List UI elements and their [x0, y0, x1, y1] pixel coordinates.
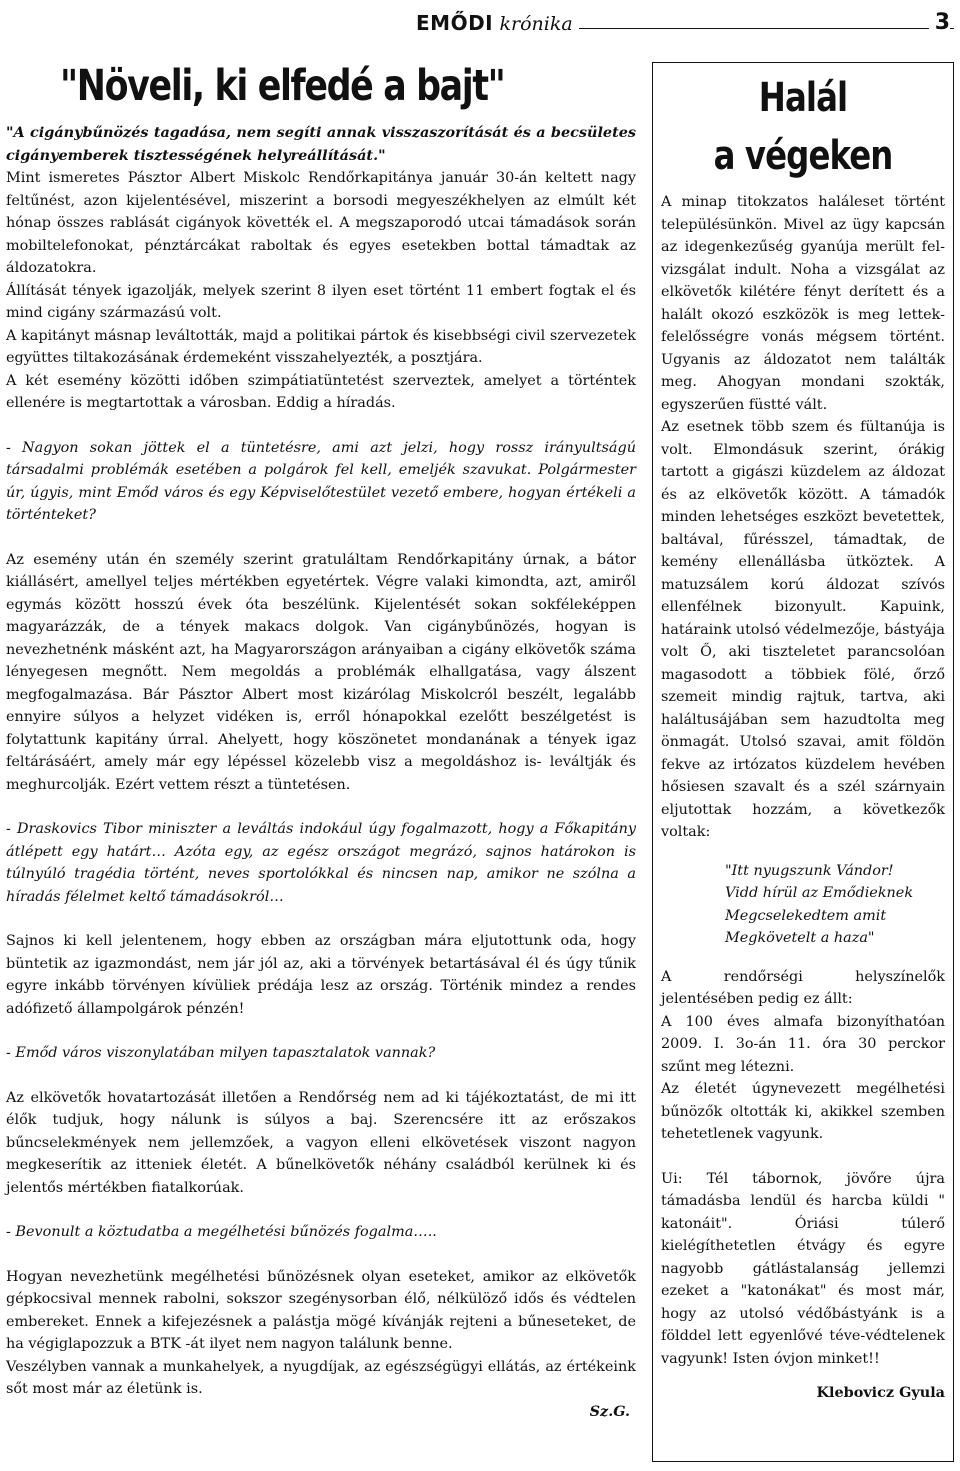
article-title: "Növeli, ki elfedé a bajt": [60, 61, 505, 111]
sidebar-paragraph: Az életét úgynevezett megélhetési bűnözők oltották ki, akikkel szemben tehetetlenek vagyunk.: [661, 1081, 945, 1142]
article-paragraph: Állítását tények igazolják, melyek szerint 8 ilyen eset történt 11 embert fogtak el és mind cigány származású volt.: [6, 282, 636, 321]
interview-answer: Veszélyben vannak a munkahelyek, a nyugdíjak, az egészségügyi ellátás, az értékeink sőt most már az életünk is.: [6, 1358, 636, 1397]
interview-question: - Emőd város viszonylatában milyen tapasztalatok vannak?: [6, 1045, 436, 1061]
sidebar-poem: [725, 860, 945, 950]
interview-answer: Sajnos ki kell jelentenem, hogy ebben az országban mára eljutottunk oda, hogy büntetik az igazmondást, nem jár jól az, aki a törvények betartásával él és úgy tűnik egyre inkább törvényen kívüliek prédája lesz az ország. Történik mindez a rendes adófizető állampolgárok pénzén!: [6, 933, 636, 1017]
sidebar-title-line2: a végeken: [713, 133, 893, 179]
masthead: [416, 12, 579, 35]
sidebar-paragraph: A rendőrségi helyszínelők jelentésében pedig ez állt:: [661, 968, 945, 1007]
interview-answer: Az esemény után én személy szerint gratuláltam Rendőrkapitány úrnak, a bátor kiállásért, amellyel teljes mértékben egyetértek. Végre valaki kimondta, azt, amiről egymás között hosszú évek óta beszélünk. Kijelentését sokan sokféleképpen magyarázzák, de a tények makacs dolgok. Van cigánybűnözés, hogyan is nevezhetnénk másként azt, ha Magyarországon arányaiban a cigány elkövetők száma lényegesen megnőtt. Nem megoldás a problémák elhallgatása, vagy álszent megfogalmazása. Bár Pásztor Albert most kizárólag Miskolcról beszélt, legalább ennyire súlyos a helyzet vidéken is, erről hónapokkal ezelőtt beszélgetést is folytattunk kapitány úrral. Ahelyett, hogy köszönetet mondanának a tények igaz feltárásáért, amely már egy lépéssel közelebb visz a megoldáshoz is- leváltják és meghurcolják. Ezért vettem részt a tüntetésen.: [6, 551, 636, 793]
sidebar-paragraph: Az esetnek több szem és fültanúja is volt. Elmondásuk szerint, órákig tartott a gigászi küzdelem az áldozat és az elkövetők között. A támadók minden lehetséges eszközt bevetettek, baltával, fűrésszel, támadtak, de kemény ellenállásba ütköztek. A matuzsálem korú áldozat szívós ellenfélnek bizonyult. Kapuink, határaink utolsó védelmezője, bástyája volt Ő, aki tiszteletet parancsolóan magasodott a többiek fölé, őrző szemeit mindig rajtuk, tartva, aki haláltusájában sem hazudtolta meg önmagát. Utolsó szavai, amit földön fekve az irtózatos küzdelem hevében hősiesen szavalt és a szél szárnyain eljutottak hozzám, a következők voltak:: [661, 419, 945, 840]
poem-line: Megcselekedtem amit: [725, 907, 887, 924]
poem-line: "Itt nyugszunk Vándor!: [725, 862, 894, 879]
main-article: [6, 56, 636, 1423]
page-number: 3: [929, 10, 950, 35]
article-lead: "A cigánybűnözés tagadása, nem segíti annak visszaszorítását és a becsületes cigányemberek tisztességének helyreállítását.": [6, 124, 636, 164]
header-rule: [560, 28, 954, 29]
masthead-brand: EMŐDI: [416, 11, 494, 35]
article-paragraph: A két esemény közötti időben szimpátiatüntetést szerveztek, amelyet a történtek ellenére is megtartottak a városban. Eddig a híradás.: [6, 372, 636, 411]
masthead-section: krónika: [499, 13, 573, 35]
interview-question: - Draskovics Tibor miniszter a leváltás indokául úgy fogalmazott, hogy a Főkapitány átlépett egy határt… Azóta egy, az egész országot megrázó, sajnos határokon is túlnyúló tragédia történt, neves sportolókkal és nincsen nap, amikor ne szólna a híradás félelmet keltő támadásokról…: [6, 821, 636, 905]
sidebar-paragraph: A 100 éves almafa bizonyíthatóan 2009. I. 3o-án 11. óra 30 perckor szűnt meg létezni.: [661, 1013, 945, 1075]
article-paragraph: A kapitányt másnap leváltották, majd a politikai pártok és kisebbségi civil szervezetek együttes tiltakozásának érdemeként visszahelyezték, a posztjára.: [6, 327, 636, 366]
sidebar-author: Klebovicz Gyula: [816, 1384, 945, 1401]
article-signature: Sz.G.: [589, 1402, 630, 1420]
page-header: [0, 0, 960, 40]
interview-question: - Nagyon sokan jöttek el a tüntetésre, ami azt jelzi, hogy rossz irányultságú társadalmi problémák esetében a polgárok fel kell, emeljék szavukat. Polgármester úr, úgyis, mint Emőd város és egy Képviselőtestület vezető embere, hogyan értékeli a történteket?: [6, 439, 636, 523]
interview-answer: Hogyan nevezhetünk megélhetési bűnözésnek olyan eseteket, amikor az elkövetők gépkocsival mennek rabolni, sokszor szegénysorban élő, nélkülöző idős és védtelen embereket. Ennek a kifejezésnek a palástja mögé kívánják rejteni a bűneseteket, de ha végiglapozzuk a BTK -át ilyet nem nagyon találunk benne.: [6, 1268, 636, 1352]
sidebar-paragraph: Ui: Tél tábornok, jövőre újra támadásba lendül és harcba küldi " katonáit". Óriási túlerő kielégíthetetlen étvágy és egyre nagyobb gátlástalanság jellemzi ezeket a "katonákat" és most már, hogy az utolsó védőbástyánk is a földdel lett egyenlővé téve-védtelenek vagyunk! Isten óvjon minket!!: [661, 1170, 945, 1367]
article-paragraph: Mint ismeretes Pásztor Albert Miskolc Rendőrkapitánya január 30-án keltett nagy feltűnést, azon kijelentésével, miszerint a borsodi megyeszékhelyen az elmúlt két hónap összes rablását cigányok követték el. A megszaporodó utcai támadások során mobiltelefonokat, pénztárcákat raboltak és egyes esetekben bottal támadtak az áldozatokra.: [6, 170, 636, 276]
sidebar-title: [675, 69, 931, 185]
interview-question: - Bevonult a köztudatba a megélhetési bűnözés fogalma…..: [6, 1224, 437, 1240]
sidebar-article: [652, 62, 954, 1462]
interview-answer: Az elkövetők hovatartozását illetően a Rendőrség nem ad ki tájékoztatást, de mi itt élők tudjuk, hogy nálunk is súlyos a baj. Szerencsére itt az erőszakos bűncselekmények nem jellemzőek, a vagyon elleni elkövetések viszont nagyon megkeserítik az itteniek életét. A bűnelkövetők néhány családból kerülnek ki és jelentős mértékben fiatalkorúak.: [6, 1089, 636, 1196]
sidebar-paragraph: A minap titokzatos haláleset történt településünkön. Mivel az ügy kapcsán az idegenkezűség gyanúja merült fel-vizsgálat indult. Noha a vizsgálat az elkövetők kilétére fényt derített és a halált okozó eszközök is meg lettek-felelősségre vonás mégsem történt. Ugyanis az áldozatot nem találták meg. Ahogyan mondani szokták, egyszerűen füstté vált.: [661, 194, 945, 413]
poem-line: Megkövetelt a haza": [725, 930, 875, 946]
poem-line: Vidd hírül az Emődieknek: [725, 885, 914, 901]
sidebar-title-line1: Halál: [758, 75, 848, 121]
